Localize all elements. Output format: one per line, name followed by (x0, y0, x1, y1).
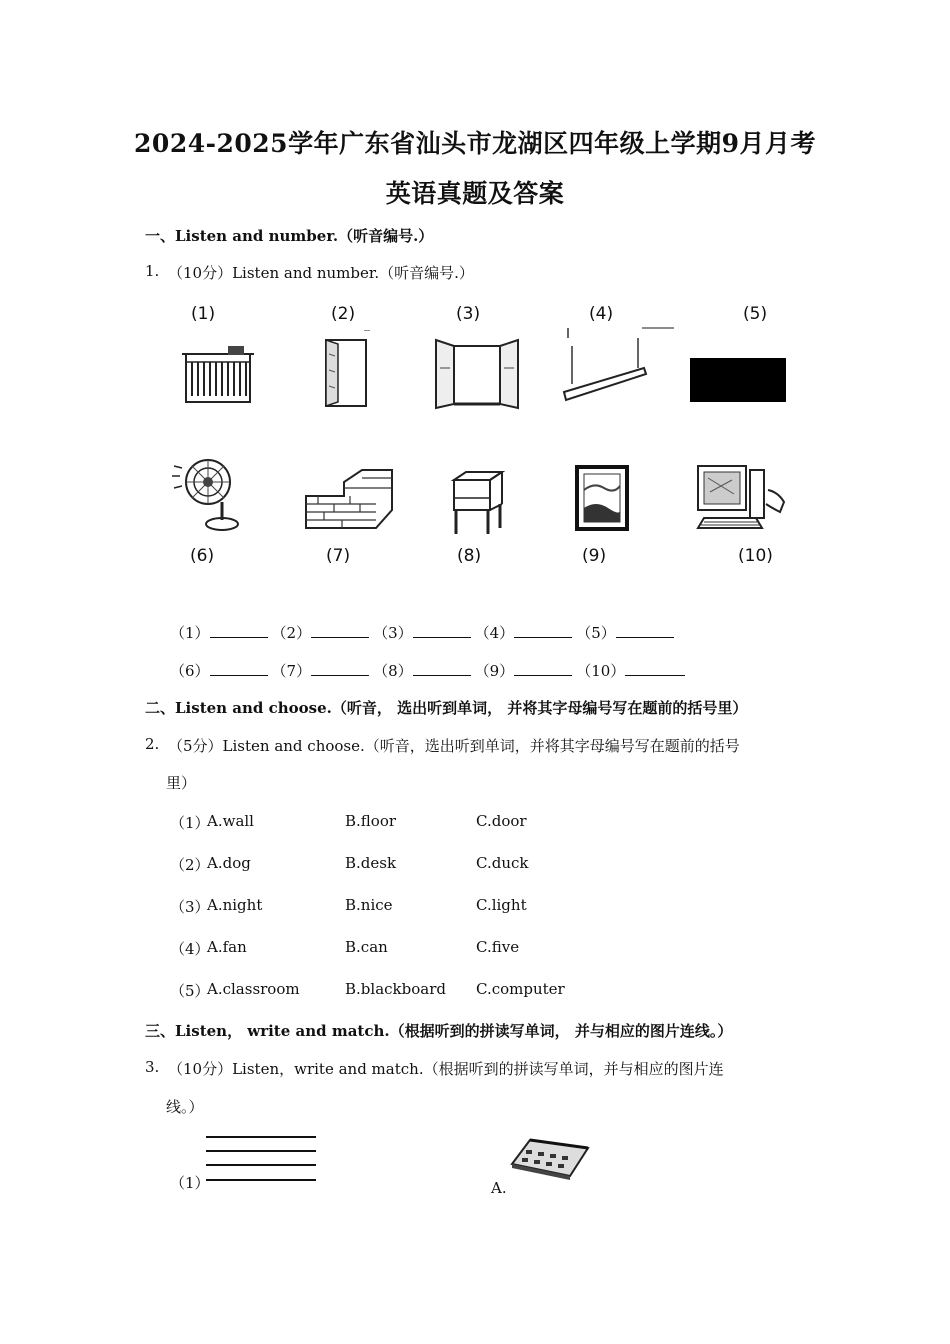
option-a[interactable]: A.fan (207, 938, 247, 956)
document-title-line2: 英语真题及答案 (385, 179, 565, 208)
option-c[interactable]: C.computer (476, 980, 565, 998)
fan-icon (172, 452, 244, 534)
answer-blank-8[interactable] (413, 663, 471, 676)
section2-heading: 二、Listen and choose.（听音， 选出听到单词， 并将其字母编号写在题前的括号里） (145, 699, 748, 717)
blank-label-6: （6） (170, 662, 210, 680)
blank-label-2: （2） (271, 624, 312, 642)
picture-icon (574, 464, 630, 534)
q2-text-line1: （5分）Listen and choose.（听音，选出听到单词，并将其字母编号写在题前的括号 (168, 737, 740, 755)
blank-label-1: （1） (170, 624, 210, 642)
q3-number: 3. (145, 1058, 160, 1076)
pic-label-4: (4) (589, 304, 614, 324)
answer-blank-9[interactable] (514, 663, 572, 676)
option-c[interactable]: C.door (476, 812, 527, 830)
pic-label-9: (9) (582, 546, 607, 566)
q3-item1-label: （1） (170, 1174, 210, 1192)
option-row-num: （5） (170, 982, 210, 1000)
door-icon (320, 330, 372, 410)
answer-blanks-row2 (170, 660, 689, 681)
q3-text-line2: 线。） (166, 1098, 204, 1116)
option-a[interactable]: A.dog (207, 854, 251, 872)
option-a[interactable]: A.classroom (207, 980, 300, 998)
pic-label-2: (2) (331, 304, 356, 324)
pic-label-3: (3) (456, 304, 481, 324)
option-row-num: （4） (170, 940, 210, 958)
wall-icon (304, 468, 394, 530)
classroom-icon[interactable] (508, 1136, 590, 1182)
option-b[interactable]: B.nice (345, 896, 393, 914)
answer-blank-4[interactable] (514, 625, 572, 638)
option-b[interactable]: B.blackboard (345, 980, 446, 998)
option-a[interactable]: A.wall (207, 812, 254, 830)
heater-icon (182, 344, 254, 406)
blackboard-icon (690, 358, 786, 402)
pic-label-6: (6) (190, 546, 215, 566)
blank-label-3: （3） (373, 624, 413, 642)
option-c[interactable]: C.light (476, 896, 527, 914)
option-b[interactable]: B.can (345, 938, 388, 956)
computer-icon (694, 464, 788, 534)
pic-label-7: (7) (326, 546, 351, 566)
answer-blank-1[interactable] (210, 625, 268, 638)
option-c[interactable]: C.duck (476, 854, 529, 872)
answer-blanks-row1 (170, 622, 678, 643)
q3-text-line1: （10分）Listen，write and match.（根据听到的拼读写单词，并与相应的图片连 (168, 1060, 724, 1078)
q2-number: 2. (145, 735, 160, 753)
answer-blank-2[interactable] (311, 625, 369, 638)
blank-label-5: （5） (576, 624, 616, 642)
document-title-line1: 2024-2025学年广东省汕头市龙湖区四年级上学期9月月考 (134, 129, 816, 158)
option-row-num: （1） (170, 814, 210, 832)
q2-text-line2: 里） (166, 774, 197, 792)
q1-text: （10分）Listen and number.（听音编号.） (168, 264, 474, 282)
option-b[interactable]: B.floor (345, 812, 397, 830)
pic-label-8: (8) (457, 546, 482, 566)
blank-label-7: （7） (271, 662, 312, 680)
q1-number: 1. (145, 262, 160, 280)
section3-heading: 三、Listen， write and match.（根据听到的拼读写单词， 并与相应的图片连线。） (145, 1022, 733, 1040)
window-icon (434, 338, 520, 410)
answer-blank-7[interactable] (311, 663, 369, 676)
blank-label-8: （8） (373, 662, 413, 680)
option-a[interactable]: A.night (207, 896, 263, 914)
q3-option-a-label: A. (491, 1179, 507, 1197)
blank-label-9: （9） (474, 662, 515, 680)
option-c[interactable]: C.five (476, 938, 520, 956)
option-row-num: （2） (170, 856, 210, 874)
answer-blank-5[interactable] (616, 625, 674, 638)
writing-lines[interactable] (206, 1132, 318, 1186)
light-icon (560, 326, 680, 408)
answer-blank-3[interactable] (413, 625, 471, 638)
pic-label-1: (1) (191, 304, 216, 324)
option-row-num: （3） (170, 898, 210, 916)
blank-label-4: （4） (474, 624, 515, 642)
option-b[interactable]: B.desk (345, 854, 397, 872)
desk-icon (448, 470, 506, 536)
section1-heading: 一、Listen and number.（听音编号.） (145, 227, 434, 245)
answer-blank-10[interactable] (625, 663, 685, 676)
pic-label-5: (5) (743, 304, 768, 324)
pic-label-10: (10) (738, 546, 773, 566)
answer-blank-6[interactable] (210, 663, 268, 676)
blank-label-10: （10） (576, 662, 626, 680)
